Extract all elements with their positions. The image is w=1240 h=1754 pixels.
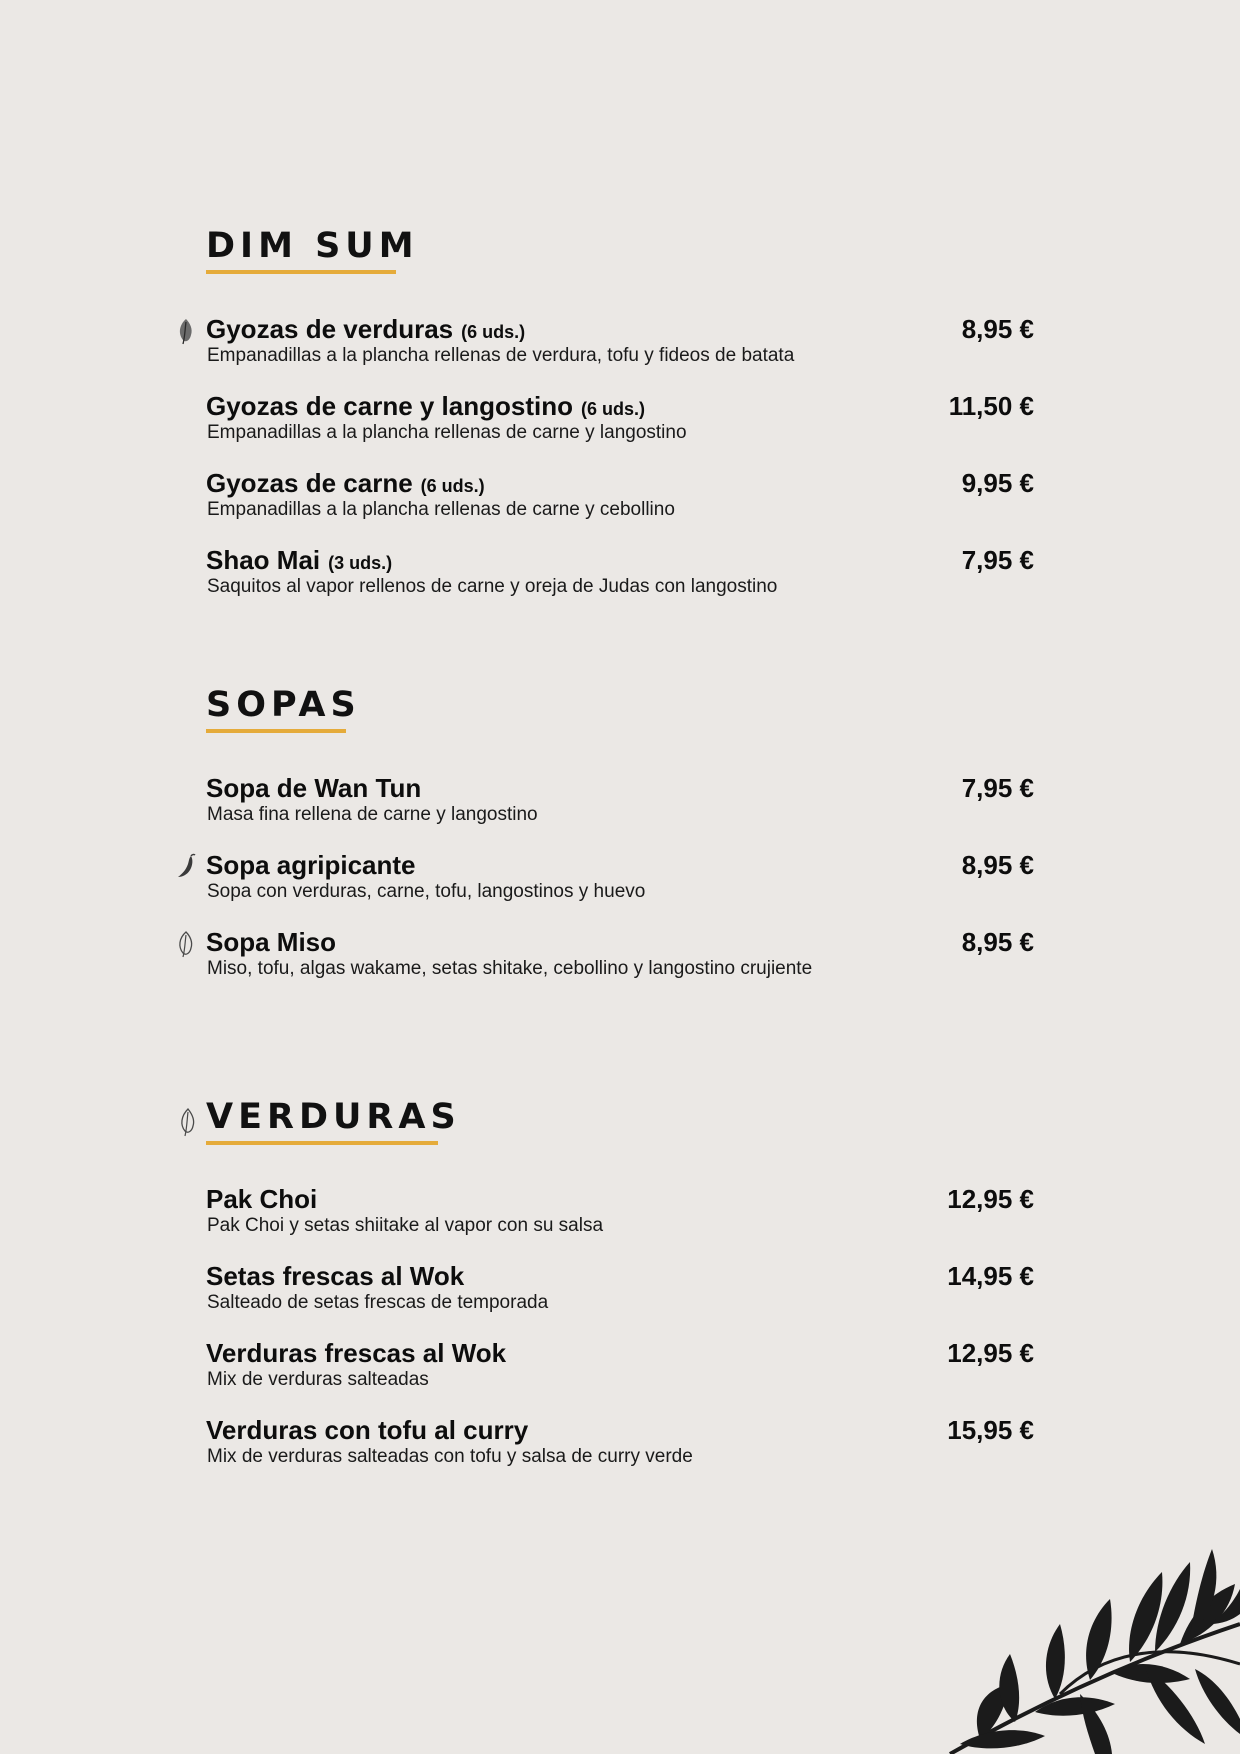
item-description: Miso, tofu, algas wakame, setas shitake, cebollino y langostino crujiente bbox=[207, 958, 813, 979]
menu-item-sopa-agripicante bbox=[206, 849, 1034, 911]
item-description: Empanadillas a la plancha rellenas de carne y cebollino bbox=[207, 499, 675, 520]
item-price: 7,95 € bbox=[961, 773, 1034, 803]
section-title-verduras: VERDURAS bbox=[206, 1097, 461, 1137]
item-quantity: (6 uds.) bbox=[420, 476, 485, 496]
item-name: Gyozas de carne y langostino (6 uds.) bbox=[206, 391, 646, 421]
item-name: Gyozas de verduras (6 uds.) bbox=[206, 314, 526, 344]
section-title-dim-sum: DIM SUM bbox=[206, 226, 419, 266]
section-title-sopas: SOPAS bbox=[206, 685, 361, 725]
item-price: 9,95 € bbox=[961, 468, 1034, 498]
item-quantity: (6 uds.) bbox=[581, 399, 646, 419]
item-description: Mix de verduras salteadas bbox=[207, 1369, 429, 1390]
item-description: Empanadillas a la plancha rellenas de verdura, tofu y fideos de batata bbox=[207, 345, 795, 366]
item-description: Pak Choi y setas shiitake al vapor con su salsa bbox=[207, 1215, 604, 1236]
menu-item-gyozas-carne bbox=[206, 467, 1034, 529]
item-name: Gyozas de carne (6 uds.) bbox=[206, 468, 485, 498]
item-name: Shao Mai (3 uds.) bbox=[206, 545, 393, 575]
item-name: Setas frescas al Wok bbox=[206, 1261, 465, 1291]
item-name: Verduras frescas al Wok bbox=[206, 1338, 507, 1368]
item-price: 8,95 € bbox=[961, 314, 1034, 344]
leaf-filled-icon bbox=[176, 317, 196, 345]
item-price: 8,95 € bbox=[961, 850, 1034, 880]
item-price: 15,95 € bbox=[947, 1415, 1034, 1445]
item-name: Sopa agripicante bbox=[206, 850, 416, 880]
item-price: 12,95 € bbox=[947, 1184, 1034, 1214]
menu-item-sopa-wan-tun bbox=[206, 772, 1034, 834]
leaf-outline-icon bbox=[176, 930, 196, 958]
item-name: Sopa Miso bbox=[206, 927, 337, 957]
item-price: 7,95 € bbox=[961, 545, 1034, 575]
menu-item-verduras-tofu-curry bbox=[206, 1414, 1034, 1476]
item-description: Salteado de setas frescas de temporada bbox=[207, 1292, 549, 1313]
item-description: Empanadillas a la plancha rellenas de carne y langostino bbox=[207, 422, 687, 443]
menu-item-gyozas-verduras bbox=[206, 313, 1034, 375]
leaf-outline-icon bbox=[178, 1107, 198, 1137]
item-quantity: (3 uds.) bbox=[328, 553, 393, 573]
item-description: Sopa con verduras, carne, tofu, langostinos y huevo bbox=[207, 881, 646, 902]
item-name: Pak Choi bbox=[206, 1184, 318, 1214]
menu-item-sopa-miso bbox=[206, 926, 1034, 988]
menu-item-pak-choi bbox=[206, 1183, 1034, 1245]
item-price: 12,95 € bbox=[947, 1338, 1034, 1368]
title-underline bbox=[206, 270, 396, 274]
menu-item-shao-mai bbox=[206, 544, 1034, 606]
item-description: Masa fina rellena de carne y langostino bbox=[207, 804, 538, 825]
menu-item-setas-frescas-wok bbox=[206, 1260, 1034, 1322]
item-quantity: (6 uds.) bbox=[461, 322, 526, 342]
title-underline bbox=[206, 729, 346, 733]
item-price: 8,95 € bbox=[961, 927, 1034, 957]
item-price: 14,95 € bbox=[947, 1261, 1034, 1291]
chili-pepper-icon bbox=[176, 853, 196, 881]
item-name: Sopa de Wan Tun bbox=[206, 773, 422, 803]
item-description: Mix de verduras salteadas con tofu y salsa de curry verde bbox=[207, 1446, 693, 1467]
item-price: 11,50 € bbox=[948, 391, 1034, 421]
bamboo-leaves-icon bbox=[940, 1544, 1240, 1754]
item-description: Saquitos al vapor rellenos de carne y oreja de Judas con langostino bbox=[207, 576, 778, 597]
item-name: Verduras con tofu al curry bbox=[206, 1415, 529, 1445]
menu-item-verduras-frescas-wok bbox=[206, 1337, 1034, 1399]
title-underline bbox=[206, 1141, 438, 1145]
menu-item-gyozas-carne-langostino bbox=[206, 390, 1034, 452]
